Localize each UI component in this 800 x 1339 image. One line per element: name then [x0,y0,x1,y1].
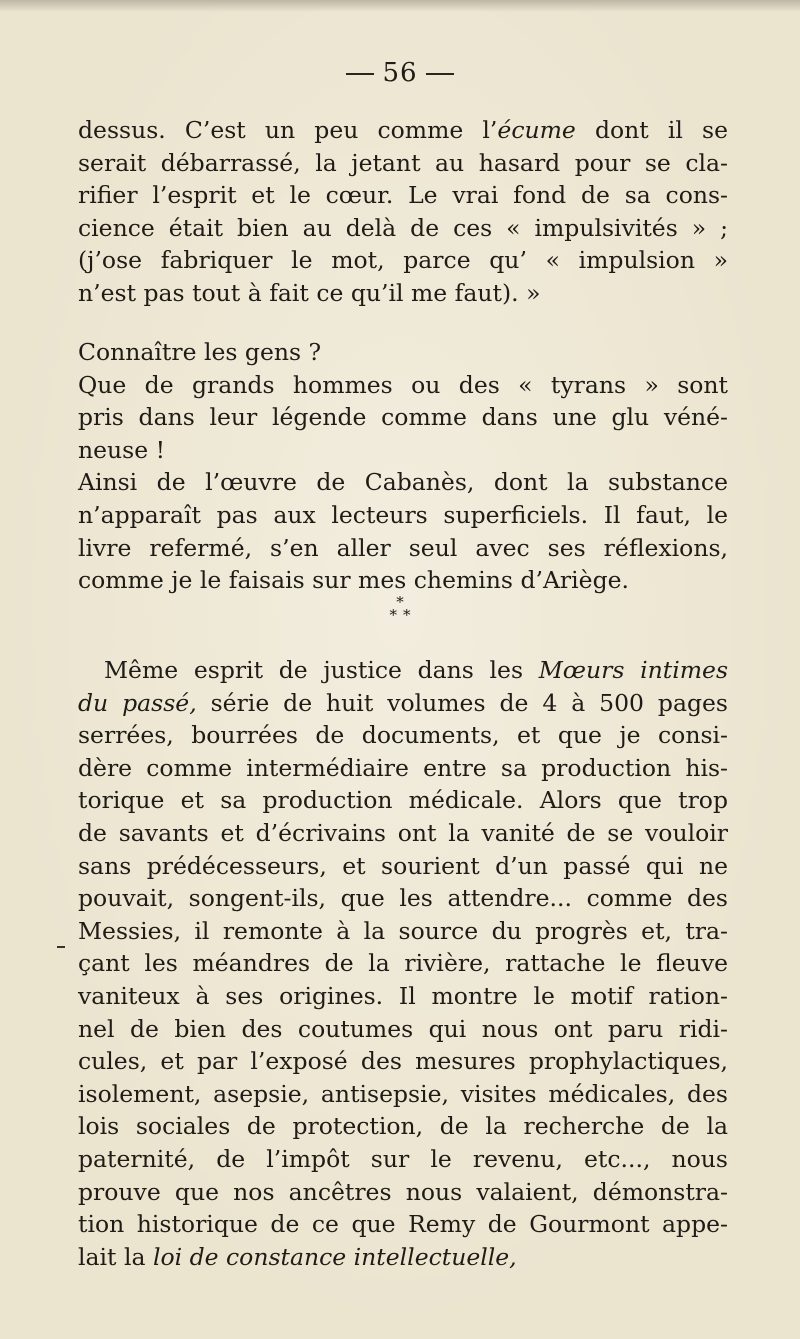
text-line: n’apparaît pas aux lecteurs superficiels. Il faut, le [78,500,728,529]
paragraph-continuation [78,114,728,310]
text-line: lois sociales de protection, de la recherche de la [78,1112,728,1141]
text-line: serait débarrassé, la jetant au hasard pour se cla- [78,148,728,177]
text-line: nel de bien des coutumes qui nous ont paru ridi- [78,1014,728,1043]
text-line: livre refermé, s’en aller seul avec ses réflexions, [78,533,728,562]
text-line: cules, et par l’exposé des mesures prophylactiques, [78,1047,728,1076]
paragraph-know-people [78,336,728,597]
text-line: comme je le faisais sur mes chemins d’Ariège. [78,566,629,595]
text-line: neuse ! [78,435,166,464]
text-line: Même esprit de justice dans les Mœurs intimes [104,656,728,684]
text-line: vaniteux à ses origines. Il montre le motif ration- [78,981,728,1010]
text-line: lait la loi de constance intellectuelle, [78,1242,517,1271]
text-line: çant les méandres de la rivière, rattache le fleuve [78,949,728,978]
left-dash-ornament [346,73,374,75]
margin-mark [57,946,65,948]
right-dash-ornament [426,73,454,75]
text-line: pris dans leur légende comme dans une glu véné- [78,403,728,432]
paragraph-moeurs-intimes [78,654,728,1273]
text-line: Ainsi de l’œuvre de Cabanès, dont la substance [78,468,728,497]
text-line: pouvait, songent-ils, que les attendre... comme des [78,884,728,913]
text-line: cience était bien au delà de ces « impulsivités » ; [78,213,728,242]
text-line: paternité, de l’impôt sur le revenu, etc..., nous [78,1144,728,1173]
text-line: prouve que nos ancêtres nous valaient, démonstra- [78,1177,728,1206]
text-line: tion historique de ce que Remy de Gourmont appe- [78,1210,728,1239]
text-line: dessus. C’est un peu comme l’écume dont il se [78,116,728,144]
page-top-shadow [0,0,800,12]
asterism-separator [0,593,800,624]
text-line: Connaître les gens ? [78,338,322,366]
text-line: Que de grands hommes ou des « tyrans » sont [78,370,728,399]
text-line: isolement, asepsie, antisepsie, visites médicales, des [78,1079,728,1108]
text-line: torique et sa production médicale. Alors que trop [78,786,728,815]
text-line: Messies, il remonte à la source du progrès et, tra- [78,916,728,945]
text-line: rifier l’esprit et le cœur. Le vrai fond de sa cons- [78,181,728,210]
text-line: (j’ose fabriquer le mot, parce qu’ « impulsion » [78,246,728,275]
asterism-bottom-stars: ** [389,606,417,624]
text-line: serrées, bourrées de documents, et que je consi- [78,721,728,750]
text-line: de savants et d’écrivains ont la vanité de se vouloir [78,818,728,847]
text-line: dère comme intermédiaire entre sa production his- [78,753,728,782]
page-number [0,58,800,88]
text-line: n’est pas tout à fait ce qu’il me faut). » [78,278,541,307]
page-number-value: 56 [382,58,418,88]
asterism-top-star: * [396,593,404,611]
text-line: du passé, série de huit volumes de 4 à 500 pages [78,688,728,717]
text-line: sans prédécesseurs, et sourient d’un passé qui ne [78,851,728,880]
